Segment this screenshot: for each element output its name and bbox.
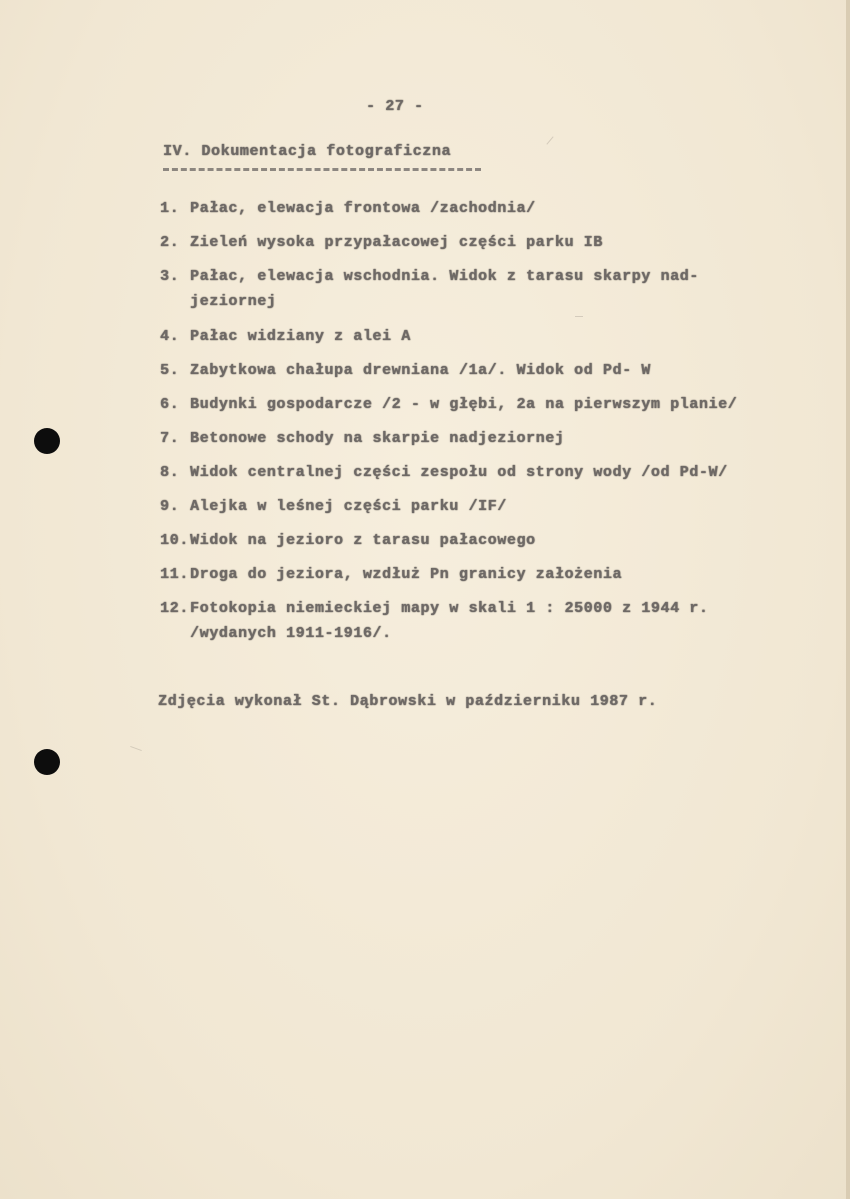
list-item <box>160 200 800 234</box>
list-item <box>160 430 800 464</box>
item-number: 12. <box>160 600 189 617</box>
item-text: Alejka w leśnej części parku /IF/ <box>190 498 507 515</box>
list-item <box>160 396 800 430</box>
paper-mark <box>546 136 553 144</box>
item-number: 3. <box>160 268 180 285</box>
photo-credit: Zdjęcia wykonał St. Dąbrowski w październiku 1987 r. <box>158 693 658 710</box>
page-number: - 27 - <box>366 98 424 115</box>
item-number: 5. <box>160 362 180 379</box>
list-item <box>160 566 800 600</box>
item-text: Fotokopia niemieckiej mapy w skali 1 : 25000 z 1944 r. <box>190 600 709 617</box>
item-number: 10. <box>160 532 189 549</box>
item-text: Widok centralnej części zespołu od strony wody /od Pd-W/ <box>190 464 728 481</box>
list-item <box>160 234 800 268</box>
list-item <box>160 600 800 660</box>
item-text: Widok na jezioro z tarasu pałacowego <box>190 532 536 549</box>
item-number: 8. <box>160 464 180 481</box>
item-number: 9. <box>160 498 180 515</box>
item-text-continued: /wydanych 1911-1916/. <box>190 625 392 642</box>
item-text: Droga do jeziora, wzdłuż Pn granicy założenia <box>190 566 623 583</box>
section-title-underline <box>163 168 481 171</box>
item-text: Pałac widziany z alei A <box>190 328 411 345</box>
item-text: Pałac, elewacja wschodnia. Widok z tarasu skarpy nad- <box>190 268 699 285</box>
section-title: IV. Dokumentacja fotograficzna <box>163 143 452 160</box>
item-number: 7. <box>160 430 180 447</box>
punch-hole-top <box>34 428 60 454</box>
item-text: Zabytkowa chałupa drewniana /1a/. Widok od Pd- W <box>190 362 651 379</box>
list-item <box>160 328 800 362</box>
item-text: Pałac, elewacja frontowa /zachodnia/ <box>190 200 536 217</box>
item-text: Betonowe schody na skarpie nadjeziornej <box>190 430 565 447</box>
list-item <box>160 498 800 532</box>
item-text-continued: jeziornej <box>190 293 277 310</box>
punch-hole-bottom <box>34 749 60 775</box>
list-item <box>160 464 800 498</box>
item-number: 6. <box>160 396 180 413</box>
item-number: 4. <box>160 328 180 345</box>
item-text: Budynki gospodarcze /2 - w głębi, 2a na pierwszym planie/ <box>190 396 738 413</box>
item-text: Zieleń wysoka przypałacowej części parku IB <box>190 234 603 251</box>
list-item <box>160 532 800 566</box>
item-number: 1. <box>160 200 180 217</box>
paper-mark <box>130 746 142 751</box>
photo-list <box>160 200 800 660</box>
list-item <box>160 362 800 396</box>
list-item <box>160 268 800 328</box>
item-number: 2. <box>160 234 180 251</box>
item-number: 11. <box>160 566 189 583</box>
paper-mark <box>575 316 583 317</box>
page-edge <box>846 0 850 1199</box>
